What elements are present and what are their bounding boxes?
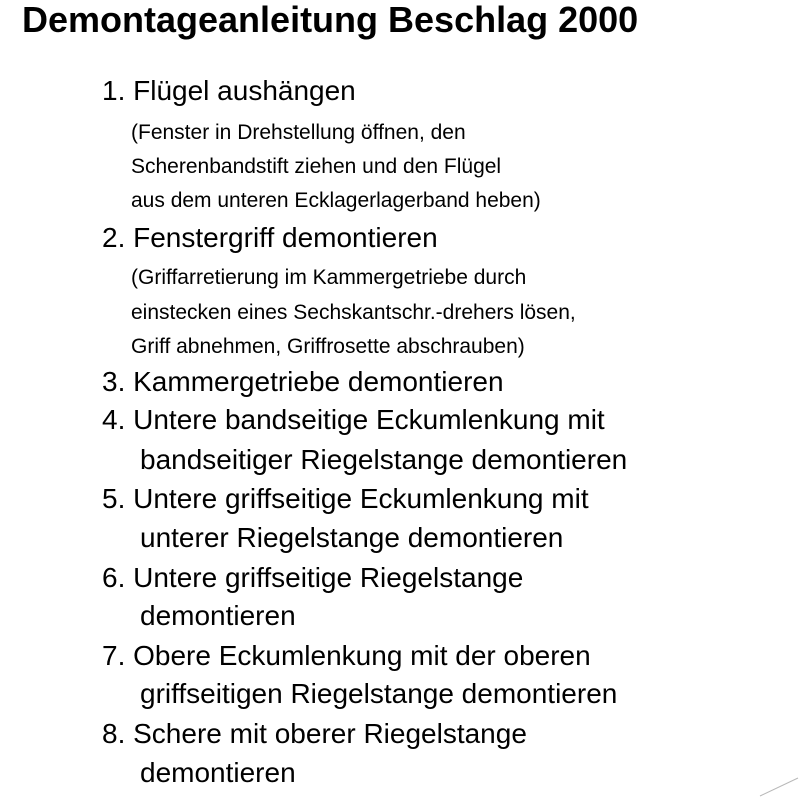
step-1-note-line-2: Scherenbandstift ziehen und den Flügel: [131, 155, 502, 178]
step-2-note-line-1: (Griffarretierung im Kammergetriebe durch: [131, 266, 527, 289]
step-3-heading: 3. Kammergetriebe demontieren: [102, 366, 504, 397]
step-1-note-line-1: (Fenster in Drehstellung öffnen, den: [131, 121, 466, 144]
step-8-heading-cont: demontieren: [140, 757, 296, 788]
step-1-note-line-3: aus dem unteren Ecklagerlagerband heben): [131, 189, 541, 212]
step-4-heading: 4. Untere bandseitige Eckumlenkung mit: [102, 404, 605, 435]
step-6-heading-cont: demontieren: [140, 600, 296, 631]
step-7-heading: 7. Obere Eckumlenkung mit der oberen: [102, 640, 591, 671]
step-7-heading-cont: griffseitigen Riegelstange demontieren: [140, 678, 618, 709]
step-5-heading-cont: unterer Riegelstange demontieren: [140, 522, 564, 553]
step-2-heading: 2. Fenstergriff demontieren: [102, 222, 438, 253]
document-title: Demontageanleitung Beschlag 2000: [22, 0, 639, 40]
step-6-heading: 6. Untere griffseitige Riegelstange: [102, 562, 524, 593]
step-8-heading: 8. Schere mit oberer Riegelstange: [102, 718, 527, 749]
step-4-heading-cont: bandseitiger Riegelstange demontieren: [140, 444, 628, 475]
step-2-note-line-2: einstecken eines Sechskantschr.-drehers lösen,: [131, 301, 576, 324]
step-5-heading: 5. Untere griffseitige Eckumlenkung mit: [102, 483, 589, 514]
scan-mark: [740, 760, 800, 800]
step-1-heading: 1. Flügel aushängen: [102, 75, 356, 106]
step-2-note-line-3: Griff abnehmen, Griffrosette abschrauben): [131, 335, 525, 358]
